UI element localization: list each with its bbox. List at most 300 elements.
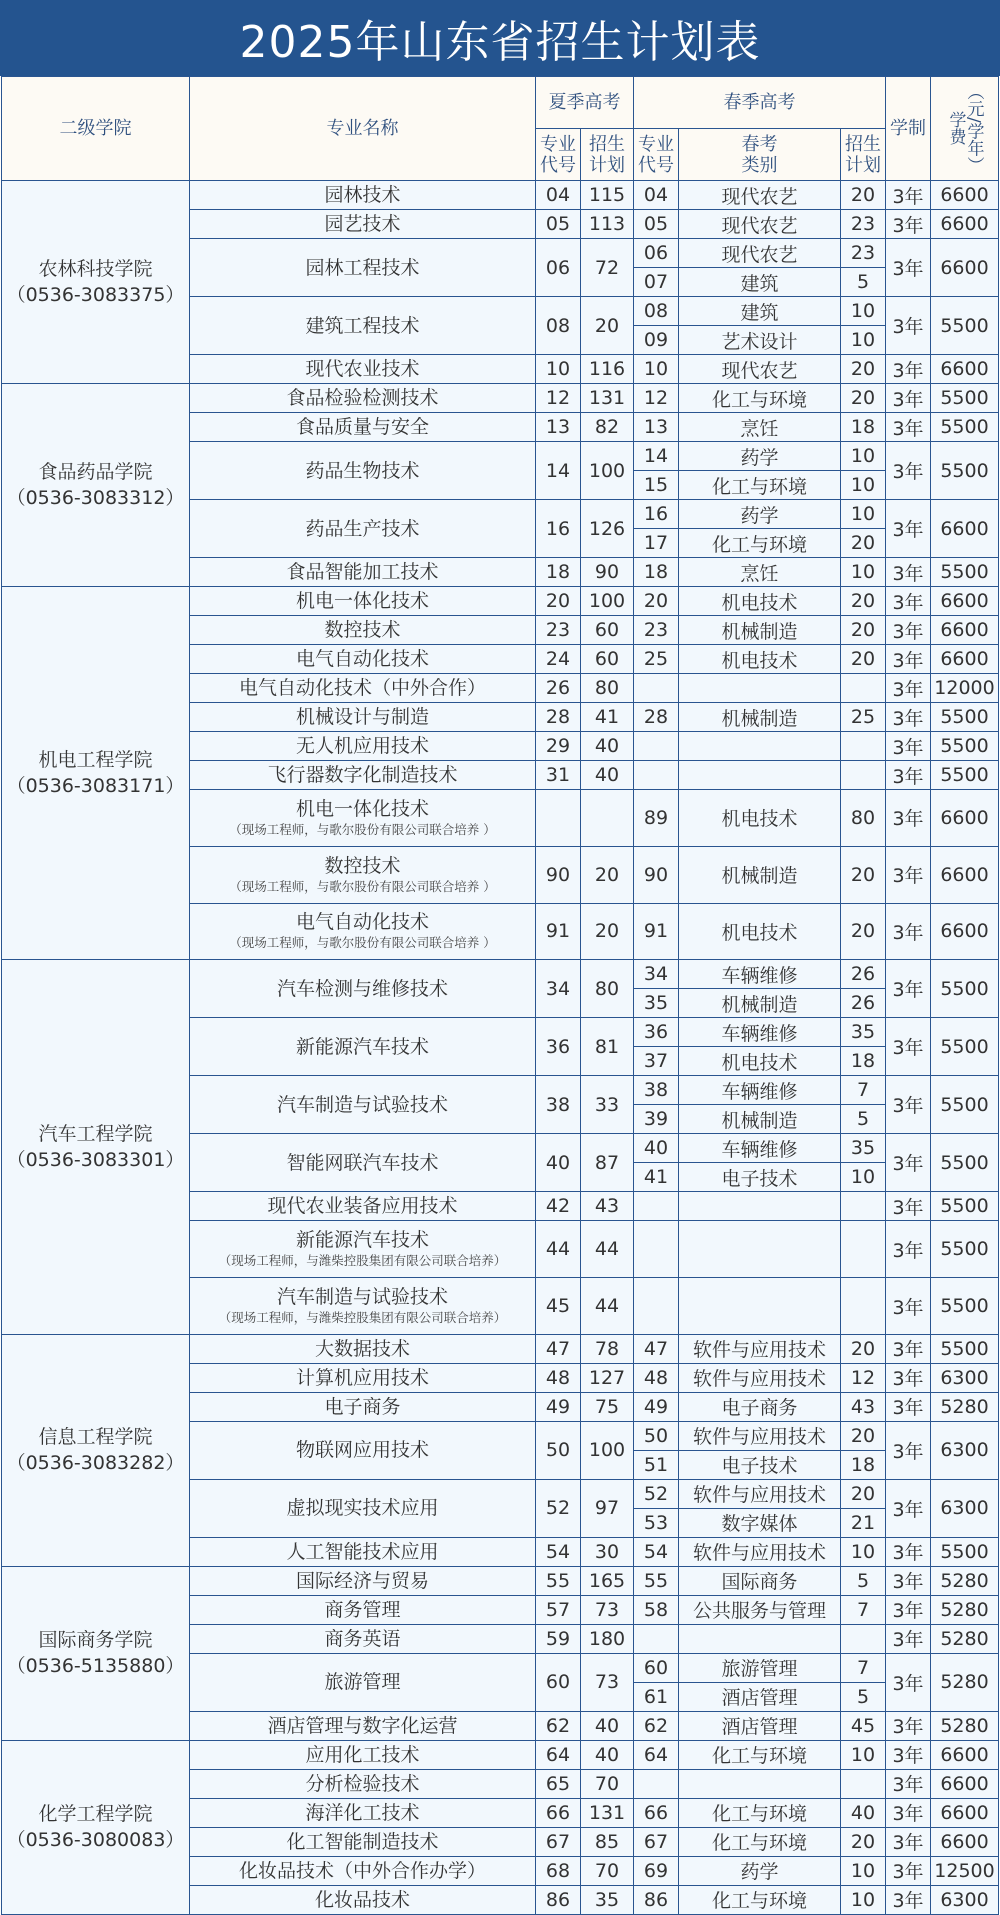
duration: 3年 bbox=[886, 1392, 931, 1421]
spring-code: 17 bbox=[634, 529, 679, 558]
spring-code: 90 bbox=[634, 846, 679, 903]
fee: 6600 bbox=[931, 1798, 999, 1827]
major-name: 食品质量与安全 bbox=[295, 416, 429, 438]
summer-plan: 180 bbox=[581, 1624, 634, 1653]
major-name-cell bbox=[190, 413, 536, 442]
spring-code: 89 bbox=[634, 790, 679, 847]
spring-code: 04 bbox=[634, 181, 679, 210]
spring-category: 现代农艺 bbox=[679, 239, 841, 268]
spring-category: 机电技术 bbox=[679, 1047, 841, 1076]
major-name: 园林技术 bbox=[324, 184, 401, 206]
spring-code: 10 bbox=[634, 355, 679, 384]
spring-plan: 10 bbox=[841, 1163, 886, 1192]
duration: 3年 bbox=[886, 903, 931, 960]
spring-category: 药学 bbox=[679, 500, 841, 529]
fee: 12000 bbox=[931, 674, 999, 703]
spring-plan: 20 bbox=[841, 903, 886, 960]
spring-plan: 40 bbox=[841, 1798, 886, 1827]
major-name: 机电一体化技术 bbox=[295, 590, 429, 612]
major-name: 园艺技术 bbox=[324, 213, 401, 235]
spring-plan: 20 bbox=[841, 616, 886, 645]
major-name: 机械设计与制造 bbox=[295, 706, 429, 728]
summer-plan: 73 bbox=[581, 1653, 634, 1711]
spring-code: 67 bbox=[634, 1827, 679, 1856]
summer-code: 16 bbox=[536, 500, 581, 558]
major-name: 大数据技术 bbox=[314, 1337, 410, 1360]
spring-category bbox=[679, 761, 841, 790]
fee: 5280 bbox=[931, 1392, 999, 1421]
fee: 5500 bbox=[931, 384, 999, 413]
summer-plan: 20 bbox=[581, 903, 634, 960]
major-name: 建筑工程技术 bbox=[305, 314, 420, 337]
duration: 3年 bbox=[886, 1221, 931, 1278]
spring-category: 药学 bbox=[679, 1856, 841, 1885]
duration: 3年 bbox=[886, 790, 931, 847]
summer-code: 24 bbox=[536, 645, 581, 674]
college-phone: （0536-3083301） bbox=[6, 1149, 185, 1172]
major-name: 汽车制造与试验技术 bbox=[276, 1286, 448, 1309]
fee: 5280 bbox=[931, 1711, 999, 1740]
major-name: 电气自动化技术 bbox=[295, 911, 429, 934]
college-cell bbox=[2, 384, 190, 587]
major-name: 商务管理 bbox=[324, 1598, 401, 1621]
spring-plan: 7 bbox=[841, 1653, 886, 1682]
duration: 3年 bbox=[886, 1192, 931, 1221]
spring-code: 62 bbox=[634, 1711, 679, 1740]
duration: 3年 bbox=[886, 1537, 931, 1566]
spring-plan bbox=[841, 732, 886, 761]
summer-plan: 90 bbox=[581, 558, 634, 587]
major-name: 飞行器数字化制造技术 bbox=[267, 764, 458, 786]
summer-plan: 70 bbox=[581, 1769, 634, 1798]
duration: 3年 bbox=[886, 674, 931, 703]
major-name-cell bbox=[190, 1566, 536, 1595]
duration: 3年 bbox=[886, 355, 931, 384]
duration: 3年 bbox=[886, 297, 931, 355]
duration: 3年 bbox=[886, 1856, 931, 1885]
college-name: 化学工程学院 bbox=[38, 1803, 153, 1826]
spring-code: 14 bbox=[634, 442, 679, 471]
table-row bbox=[2, 384, 999, 413]
fee: 6600 bbox=[931, 1827, 999, 1856]
spring-category: 机械制造 bbox=[679, 989, 841, 1018]
major-name: 数控技术 bbox=[324, 854, 401, 877]
fee: 6600 bbox=[931, 790, 999, 847]
spring-plan: 43 bbox=[841, 1392, 886, 1421]
duration: 3年 bbox=[886, 1769, 931, 1798]
duration: 3年 bbox=[886, 500, 931, 558]
fee: 5500 bbox=[931, 1076, 999, 1134]
major-name-cell bbox=[190, 1740, 536, 1769]
spring-code: 52 bbox=[634, 1479, 679, 1508]
fee: 6600 bbox=[931, 210, 999, 239]
spring-category: 机械制造 bbox=[679, 616, 841, 645]
spring-plan bbox=[841, 1769, 886, 1798]
summer-code: 14 bbox=[536, 442, 581, 500]
spring-category bbox=[679, 674, 841, 703]
summer-plan: 80 bbox=[581, 674, 634, 703]
table-row bbox=[2, 587, 999, 616]
spring-plan: 10 bbox=[841, 326, 886, 355]
summer-code: 66 bbox=[536, 1798, 581, 1827]
summer-plan: 40 bbox=[581, 1740, 634, 1769]
fee: 6600 bbox=[931, 846, 999, 903]
duration: 3年 bbox=[886, 732, 931, 761]
duration: 3年 bbox=[886, 616, 931, 645]
spring-category: 车辆维修 bbox=[679, 1076, 841, 1105]
summer-plan: 75 bbox=[581, 1392, 634, 1421]
spring-category: 机电技术 bbox=[679, 790, 841, 847]
spring-category: 酒店管理 bbox=[679, 1682, 841, 1711]
spring-category: 艺术设计 bbox=[679, 326, 841, 355]
major-name: 海洋化工技术 bbox=[305, 1801, 420, 1824]
duration: 3年 bbox=[886, 1421, 931, 1479]
summer-code: 90 bbox=[536, 846, 581, 903]
summer-plan: 80 bbox=[581, 960, 634, 1018]
spring-category: 药学 bbox=[679, 442, 841, 471]
major-name: 现代农业装备应用技术 bbox=[267, 1195, 458, 1218]
major-name: 园林工程技术 bbox=[305, 256, 420, 279]
summer-code: 62 bbox=[536, 1711, 581, 1740]
table-row bbox=[2, 1566, 999, 1595]
fee: 6600 bbox=[931, 903, 999, 960]
summer-code: 34 bbox=[536, 960, 581, 1018]
summer-code: 38 bbox=[536, 1076, 581, 1134]
major-name: 旅游管理 bbox=[324, 1671, 401, 1694]
spring-plan: 10 bbox=[841, 471, 886, 500]
summer-plan: 100 bbox=[581, 442, 634, 500]
duration: 3年 bbox=[886, 181, 931, 210]
major-name-cell bbox=[190, 616, 536, 645]
spring-plan: 18 bbox=[841, 1047, 886, 1076]
table-body bbox=[2, 181, 999, 1915]
major-note: （现场工程师，与歌尔股份有限公司联合培养 ） bbox=[229, 878, 496, 894]
summer-code: 91 bbox=[536, 903, 581, 960]
fee: 5500 bbox=[931, 558, 999, 587]
duration: 3年 bbox=[886, 846, 931, 903]
spring-category: 烹饪 bbox=[679, 413, 841, 442]
spring-plan: 7 bbox=[841, 1076, 886, 1105]
spring-plan: 18 bbox=[841, 413, 886, 442]
duration: 3年 bbox=[886, 1885, 931, 1914]
spring-category: 机械制造 bbox=[679, 846, 841, 903]
major-name: 食品检验检测技术 bbox=[286, 387, 439, 409]
college-phone: （0536-3083375） bbox=[6, 284, 185, 306]
spring-code: 23 bbox=[634, 616, 679, 645]
major-name: 虚拟现实技术应用 bbox=[286, 1497, 439, 1520]
major-name-cell bbox=[190, 1278, 536, 1335]
spring-plan: 35 bbox=[841, 1134, 886, 1163]
major-name: 物联网应用技术 bbox=[295, 1439, 429, 1462]
spring-code bbox=[634, 761, 679, 790]
spring-category: 化工与环境 bbox=[679, 1798, 841, 1827]
header-duration: 学制 bbox=[886, 77, 931, 181]
enrollment-plan-table bbox=[1, 76, 999, 1915]
major-name: 化工智能制造技术 bbox=[286, 1830, 439, 1853]
fee: 6600 bbox=[931, 181, 999, 210]
summer-code: 86 bbox=[536, 1885, 581, 1914]
college-phone: （0536-3083282） bbox=[6, 1452, 185, 1475]
spring-plan: 23 bbox=[841, 239, 886, 268]
college-name: 信息工程学院 bbox=[38, 1426, 153, 1449]
major-name-cell bbox=[190, 846, 536, 903]
spring-code: 91 bbox=[634, 903, 679, 960]
summer-plan: 60 bbox=[581, 645, 634, 674]
spring-plan: 10 bbox=[841, 1856, 886, 1885]
summer-plan: 87 bbox=[581, 1134, 634, 1192]
spring-code: 12 bbox=[634, 384, 679, 413]
summer-code: 28 bbox=[536, 703, 581, 732]
major-name-cell bbox=[190, 384, 536, 413]
major-name-cell bbox=[190, 181, 536, 210]
spring-category: 软件与应用技术 bbox=[679, 1334, 841, 1363]
major-name-cell bbox=[190, 1192, 536, 1221]
college-cell bbox=[2, 587, 190, 960]
spring-code: 20 bbox=[634, 587, 679, 616]
major-name-cell bbox=[190, 1018, 536, 1076]
spring-plan: 80 bbox=[841, 790, 886, 847]
spring-plan bbox=[841, 1192, 886, 1221]
major-name-cell bbox=[190, 1421, 536, 1479]
spring-plan: 21 bbox=[841, 1508, 886, 1537]
summer-plan: 20 bbox=[581, 846, 634, 903]
major-name: 汽车检测与维修技术 bbox=[276, 977, 448, 1000]
spring-plan: 20 bbox=[841, 1334, 886, 1363]
spring-category bbox=[679, 732, 841, 761]
spring-code: 09 bbox=[634, 326, 679, 355]
spring-code: 54 bbox=[634, 1537, 679, 1566]
spring-plan: 10 bbox=[841, 442, 886, 471]
spring-category: 烹饪 bbox=[679, 558, 841, 587]
spring-plan: 10 bbox=[841, 1885, 886, 1914]
major-name-cell bbox=[190, 960, 536, 1018]
spring-code: 41 bbox=[634, 1163, 679, 1192]
summer-code: 20 bbox=[536, 587, 581, 616]
spring-plan: 20 bbox=[841, 1421, 886, 1450]
college-phone: （0536-3080083） bbox=[6, 1829, 185, 1852]
header-spring-category: 春考 类别 bbox=[679, 129, 841, 181]
summer-code: 65 bbox=[536, 1769, 581, 1798]
major-name-cell bbox=[190, 239, 536, 297]
summer-plan: 113 bbox=[581, 210, 634, 239]
summer-plan: 127 bbox=[581, 1363, 634, 1392]
header-spring-plan: 招生 计划 bbox=[841, 129, 886, 181]
duration: 3年 bbox=[886, 761, 931, 790]
spring-category: 机电技术 bbox=[679, 645, 841, 674]
major-name-cell bbox=[190, 1885, 536, 1914]
spring-code: 05 bbox=[634, 210, 679, 239]
spring-plan: 45 bbox=[841, 1711, 886, 1740]
spring-code: 39 bbox=[634, 1105, 679, 1134]
summer-code: 12 bbox=[536, 384, 581, 413]
college-name: 农林科技学院 bbox=[38, 258, 153, 280]
spring-plan: 5 bbox=[841, 268, 886, 297]
fee: 6300 bbox=[931, 1885, 999, 1914]
spring-category: 旅游管理 bbox=[679, 1653, 841, 1682]
major-name: 化妆品技术（中外合作办学） bbox=[238, 1859, 486, 1882]
spring-category: 电子技术 bbox=[679, 1450, 841, 1479]
summer-code: 57 bbox=[536, 1595, 581, 1624]
duration: 3年 bbox=[886, 1653, 931, 1711]
summer-code: 67 bbox=[536, 1827, 581, 1856]
spring-category: 化工与环境 bbox=[679, 529, 841, 558]
summer-plan bbox=[581, 790, 634, 847]
spring-plan: 10 bbox=[841, 297, 886, 326]
major-name-cell bbox=[190, 1076, 536, 1134]
major-name-cell bbox=[190, 790, 536, 847]
major-name: 酒店管理与数字化运营 bbox=[267, 1714, 458, 1737]
spring-category: 车辆维修 bbox=[679, 1018, 841, 1047]
spring-plan: 20 bbox=[841, 1827, 886, 1856]
fee: 6600 bbox=[931, 500, 999, 558]
major-name-cell bbox=[190, 1769, 536, 1798]
spring-code: 36 bbox=[634, 1018, 679, 1047]
major-name: 商务英语 bbox=[324, 1627, 401, 1650]
major-name: 分析检验技术 bbox=[305, 1772, 420, 1795]
college-phone: （0536-3083312） bbox=[6, 487, 185, 509]
summer-plan: 41 bbox=[581, 703, 634, 732]
major-name: 电气自动化技术（中外合作） bbox=[238, 677, 486, 699]
spring-category: 化工与环境 bbox=[679, 471, 841, 500]
major-name: 无人机应用技术 bbox=[295, 735, 429, 757]
major-note: （现场工程师，与潍柴控股集团有限公司联合培养） bbox=[218, 1253, 507, 1269]
spring-code: 07 bbox=[634, 268, 679, 297]
spring-category: 酒店管理 bbox=[679, 1711, 841, 1740]
table-row bbox=[2, 1740, 999, 1769]
header-college: 二级学院 bbox=[2, 77, 190, 181]
spring-category: 化工与环境 bbox=[679, 1740, 841, 1769]
duration: 3年 bbox=[886, 1334, 931, 1363]
spring-category: 现代农艺 bbox=[679, 355, 841, 384]
summer-code: 18 bbox=[536, 558, 581, 587]
spring-plan: 20 bbox=[841, 587, 886, 616]
summer-plan: 165 bbox=[581, 1566, 634, 1595]
spring-category: 数字媒体 bbox=[679, 1508, 841, 1537]
spring-plan bbox=[841, 1221, 886, 1278]
spring-category: 机械制造 bbox=[679, 1105, 841, 1134]
spring-plan: 10 bbox=[841, 558, 886, 587]
summer-code: 55 bbox=[536, 1566, 581, 1595]
duration: 3年 bbox=[886, 1278, 931, 1335]
duration: 3年 bbox=[886, 587, 931, 616]
spring-plan: 26 bbox=[841, 960, 886, 989]
duration: 3年 bbox=[886, 558, 931, 587]
fee: 6300 bbox=[931, 1363, 999, 1392]
summer-plan: 97 bbox=[581, 1479, 634, 1537]
major-name-cell bbox=[190, 500, 536, 558]
spring-code: 08 bbox=[634, 297, 679, 326]
major-name: 计算机应用技术 bbox=[295, 1366, 429, 1389]
table-row bbox=[2, 1334, 999, 1363]
duration: 3年 bbox=[886, 960, 931, 1018]
fee: 6600 bbox=[931, 1740, 999, 1769]
summer-code: 04 bbox=[536, 181, 581, 210]
major-name-cell bbox=[190, 1363, 536, 1392]
spring-category: 车辆维修 bbox=[679, 960, 841, 989]
spring-category: 机械制造 bbox=[679, 703, 841, 732]
major-name-cell bbox=[190, 1537, 536, 1566]
duration: 3年 bbox=[886, 645, 931, 674]
summer-plan: 115 bbox=[581, 181, 634, 210]
spring-code bbox=[634, 1769, 679, 1798]
college-cell bbox=[2, 181, 190, 384]
header-major: 专业名称 bbox=[190, 77, 536, 181]
duration: 3年 bbox=[886, 384, 931, 413]
spring-code bbox=[634, 674, 679, 703]
summer-plan: 116 bbox=[581, 355, 634, 384]
spring-code: 25 bbox=[634, 645, 679, 674]
major-name-cell bbox=[190, 297, 536, 355]
spring-code: 13 bbox=[634, 413, 679, 442]
spring-plan: 5 bbox=[841, 1566, 886, 1595]
summer-plan: 35 bbox=[581, 1885, 634, 1914]
spring-category: 电子商务 bbox=[679, 1392, 841, 1421]
fee: 5500 bbox=[931, 297, 999, 355]
spring-plan: 20 bbox=[841, 645, 886, 674]
major-name-cell bbox=[190, 1653, 536, 1711]
spring-plan: 20 bbox=[841, 529, 886, 558]
spring-code: 40 bbox=[634, 1134, 679, 1163]
major-name: 汽车制造与试验技术 bbox=[276, 1093, 448, 1116]
major-name-cell bbox=[190, 1221, 536, 1278]
spring-code: 64 bbox=[634, 1740, 679, 1769]
summer-plan: 40 bbox=[581, 732, 634, 761]
header-fee-label: 学费 bbox=[945, 111, 966, 146]
summer-code: 64 bbox=[536, 1740, 581, 1769]
spring-code: 18 bbox=[634, 558, 679, 587]
summer-code: 52 bbox=[536, 1479, 581, 1537]
spring-plan: 25 bbox=[841, 703, 886, 732]
spring-code: 37 bbox=[634, 1047, 679, 1076]
fee: 5500 bbox=[931, 1221, 999, 1278]
spring-code: 51 bbox=[634, 1450, 679, 1479]
fee: 5500 bbox=[931, 1278, 999, 1335]
spring-category bbox=[679, 1221, 841, 1278]
page-title: 2025年山东省招生计划表 bbox=[0, 0, 1000, 76]
fee: 5280 bbox=[931, 1595, 999, 1624]
summer-code: 06 bbox=[536, 239, 581, 297]
duration: 3年 bbox=[886, 1479, 931, 1537]
major-name-cell bbox=[190, 1798, 536, 1827]
spring-code: 35 bbox=[634, 989, 679, 1018]
duration: 3年 bbox=[886, 1595, 931, 1624]
spring-category: 建筑 bbox=[679, 268, 841, 297]
spring-code: 69 bbox=[634, 1856, 679, 1885]
major-name-cell bbox=[190, 558, 536, 587]
major-name: 电子商务 bbox=[324, 1395, 401, 1418]
summer-code: 48 bbox=[536, 1363, 581, 1392]
summer-code: 59 bbox=[536, 1624, 581, 1653]
spring-category bbox=[679, 1192, 841, 1221]
duration: 3年 bbox=[886, 1018, 931, 1076]
college-cell bbox=[2, 960, 190, 1335]
spring-plan: 20 bbox=[841, 384, 886, 413]
major-name-cell bbox=[190, 903, 536, 960]
duration: 3年 bbox=[886, 1711, 931, 1740]
spring-code: 60 bbox=[634, 1653, 679, 1682]
fee: 5500 bbox=[931, 442, 999, 500]
fee: 5500 bbox=[931, 1018, 999, 1076]
college-cell bbox=[2, 1334, 190, 1566]
major-name: 应用化工技术 bbox=[305, 1743, 420, 1766]
summer-code: 42 bbox=[536, 1192, 581, 1221]
spring-plan: 20 bbox=[841, 846, 886, 903]
major-name-cell bbox=[190, 1711, 536, 1740]
summer-plan: 131 bbox=[581, 384, 634, 413]
spring-plan: 23 bbox=[841, 210, 886, 239]
spring-category: 软件与应用技术 bbox=[679, 1537, 841, 1566]
major-name-cell bbox=[190, 442, 536, 500]
